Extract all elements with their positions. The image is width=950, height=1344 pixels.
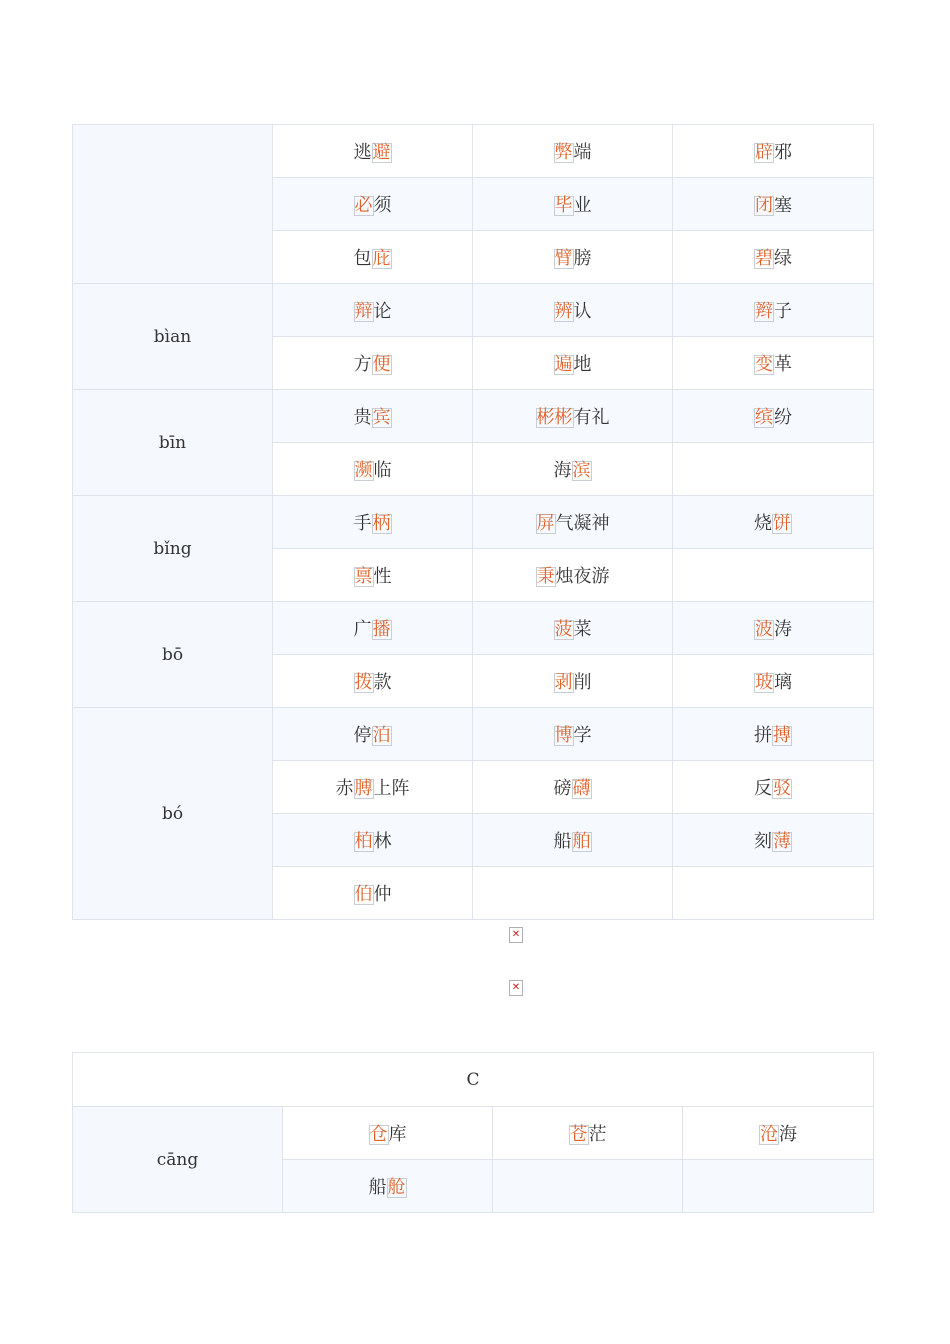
word-cell	[493, 1160, 683, 1213]
word-prefix: 磅	[553, 778, 572, 799]
vocab-table-c-body	[73, 1107, 874, 1213]
highlighted-character: 宾	[372, 407, 391, 428]
word-suffix: 端	[573, 142, 592, 163]
word-suffix: 削	[573, 672, 592, 693]
highlighted-character: 舶	[572, 831, 591, 852]
word-suffix: 须	[373, 195, 392, 216]
word-cell	[473, 655, 673, 708]
word-prefix: 赤	[335, 778, 354, 799]
word-cell	[473, 496, 673, 549]
table-row	[73, 602, 874, 655]
highlighted-character: 波	[755, 619, 773, 640]
table-row	[73, 390, 874, 443]
word-suffix: 气凝神	[555, 513, 610, 534]
word-cell	[673, 708, 874, 761]
highlighted-character: 屏	[536, 513, 555, 534]
word-cell	[673, 867, 874, 920]
word-cell	[273, 390, 473, 443]
highlighted-character: 驳	[773, 778, 791, 799]
word-cell	[273, 867, 473, 920]
word-cell	[473, 178, 673, 231]
highlighted-character: 辫	[755, 301, 773, 322]
word-prefix: 船	[368, 1177, 387, 1198]
word-cell	[273, 443, 473, 496]
highlighted-character: 泊	[372, 725, 391, 746]
table-row	[73, 1107, 874, 1160]
word-cell	[473, 814, 673, 867]
word-cell	[673, 443, 874, 496]
highlighted-character: 秉	[536, 566, 555, 587]
highlighted-character: 舱	[387, 1177, 406, 1198]
word-cell	[673, 231, 874, 284]
vocab-table-b	[72, 124, 874, 920]
word-cell	[273, 708, 473, 761]
highlighted-character: 便	[372, 354, 391, 375]
word-suffix: 璃	[774, 672, 792, 693]
word-cell	[673, 761, 874, 814]
word-suffix: 塞	[774, 195, 792, 216]
word-suffix: 认	[573, 301, 592, 322]
word-prefix: 反	[754, 778, 772, 799]
word-suffix: 革	[774, 354, 792, 375]
word-cell	[273, 761, 473, 814]
section-header-c: C	[73, 1053, 874, 1107]
word-cell	[273, 655, 473, 708]
word-suffix: 库	[388, 1124, 407, 1145]
highlighted-character: 剥	[554, 672, 573, 693]
word-suffix: 纷	[774, 407, 792, 428]
broken-image-icon	[509, 927, 523, 943]
highlighted-character: 毕	[554, 195, 573, 216]
highlighted-character: 饼	[773, 513, 791, 534]
highlighted-character: 禀	[354, 566, 373, 587]
word-cell	[473, 125, 673, 178]
word-cell	[673, 337, 874, 390]
word-suffix: 款	[373, 672, 392, 693]
word-prefix: 船	[553, 831, 572, 852]
word-prefix: 拼	[754, 725, 772, 746]
word-suffix: 业	[573, 195, 592, 216]
highlighted-character: 避	[372, 142, 391, 163]
word-cell	[673, 549, 874, 602]
highlighted-character: 搏	[773, 725, 791, 746]
word-suffix: 地	[573, 354, 592, 375]
highlighted-character: 薄	[773, 831, 791, 852]
word-suffix: 上阵	[373, 778, 410, 799]
word-cell	[273, 602, 473, 655]
highlighted-character: 膊	[354, 778, 373, 799]
word-suffix: 临	[373, 460, 392, 481]
word-suffix: 林	[373, 831, 392, 852]
pinyin-cell: bìan	[73, 284, 273, 390]
word-cell	[473, 231, 673, 284]
word-suffix: 烛夜游	[555, 566, 610, 587]
highlighted-character: 闭	[755, 195, 773, 216]
word-cell	[673, 814, 874, 867]
word-cell	[273, 284, 473, 337]
word-prefix: 方	[353, 354, 372, 375]
pinyin-cell: bǐng	[73, 496, 273, 602]
word-cell	[673, 655, 874, 708]
highlighted-character: 濒	[354, 460, 373, 481]
highlighted-character: 辩	[354, 301, 373, 322]
word-cell	[273, 231, 473, 284]
highlighted-character: 播	[372, 619, 391, 640]
word-suffix: 茫	[588, 1124, 607, 1145]
word-cell	[673, 496, 874, 549]
word-cell	[473, 867, 673, 920]
word-suffix: 涛	[774, 619, 792, 640]
highlighted-character: 柏	[354, 831, 373, 852]
word-suffix: 海	[779, 1124, 797, 1145]
word-cell	[273, 814, 473, 867]
highlighted-character: 博	[554, 725, 573, 746]
word-suffix: 论	[373, 301, 392, 322]
word-prefix: 广	[353, 619, 372, 640]
word-suffix: 性	[373, 566, 392, 587]
highlighted-character: 菠	[554, 619, 573, 640]
highlighted-character: 碧	[755, 248, 773, 269]
word-cell	[273, 125, 473, 178]
highlighted-character: 臂	[554, 248, 573, 269]
word-cell	[673, 602, 874, 655]
word-prefix: 手	[353, 513, 372, 534]
word-prefix: 逃	[353, 142, 372, 163]
highlighted-character: 玻	[755, 672, 773, 693]
word-cell	[673, 284, 874, 337]
word-cell	[683, 1160, 874, 1213]
word-cell	[673, 390, 874, 443]
table-row	[73, 708, 874, 761]
highlighted-character: 缤	[755, 407, 773, 428]
vocab-table-b-body	[73, 125, 874, 920]
table-row	[73, 496, 874, 549]
word-cell	[673, 125, 874, 178]
word-cell	[273, 178, 473, 231]
word-cell	[473, 708, 673, 761]
word-suffix: 膀	[573, 248, 592, 269]
word-cell	[273, 549, 473, 602]
word-suffix: 子	[774, 301, 792, 322]
word-cell	[473, 602, 673, 655]
word-suffix: 学	[573, 725, 592, 746]
highlighted-character: 遍	[554, 354, 573, 375]
highlighted-character: 庇	[372, 248, 391, 269]
pinyin-cell	[73, 125, 273, 284]
highlighted-character: 柄	[372, 513, 391, 534]
word-cell	[273, 337, 473, 390]
word-suffix: 仲	[373, 884, 392, 905]
word-cell	[473, 761, 673, 814]
word-prefix: 刻	[754, 831, 772, 852]
word-suffix: 菜	[573, 619, 592, 640]
word-cell	[473, 443, 673, 496]
word-prefix: 烧	[754, 513, 772, 534]
word-suffix: 邪	[774, 142, 792, 163]
word-suffix: 绿	[774, 248, 792, 269]
pinyin-cell: bīn	[73, 390, 273, 496]
table-row	[73, 284, 874, 337]
word-cell	[493, 1107, 683, 1160]
word-cell	[673, 178, 874, 231]
word-prefix: 贵	[353, 407, 372, 428]
word-prefix: 停	[353, 725, 372, 746]
highlighted-character: 变	[755, 354, 773, 375]
highlighted-character: 苍	[569, 1124, 588, 1145]
highlighted-character: 弊	[554, 142, 573, 163]
word-suffix: 有礼	[573, 407, 610, 428]
highlighted-character: 伯	[354, 884, 373, 905]
word-cell	[473, 337, 673, 390]
highlighted-character: 滨	[572, 460, 591, 481]
word-cell	[273, 496, 473, 549]
pinyin-cell: bó	[73, 708, 273, 920]
broken-image-icon	[509, 980, 523, 996]
vocab-table-c	[72, 1052, 874, 1213]
table-row	[73, 125, 874, 178]
word-prefix: 海	[553, 460, 572, 481]
highlighted-character: 辨	[554, 301, 573, 322]
word-cell	[283, 1160, 493, 1213]
word-prefix: 包	[353, 248, 372, 269]
highlighted-character: 仓	[369, 1124, 388, 1145]
highlighted-character: 必	[354, 195, 373, 216]
highlighted-character: 辟	[755, 142, 773, 163]
highlighted-character: 拨	[354, 672, 373, 693]
highlighted-character: 礴	[572, 778, 591, 799]
word-cell	[683, 1107, 874, 1160]
word-cell	[473, 549, 673, 602]
word-cell	[283, 1107, 493, 1160]
pinyin-cell: cāng	[73, 1107, 283, 1213]
pinyin-cell: bō	[73, 602, 273, 708]
highlighted-character: 彬彬	[536, 407, 573, 428]
word-cell	[473, 390, 673, 443]
word-cell	[473, 284, 673, 337]
highlighted-character: 沧	[760, 1124, 778, 1145]
